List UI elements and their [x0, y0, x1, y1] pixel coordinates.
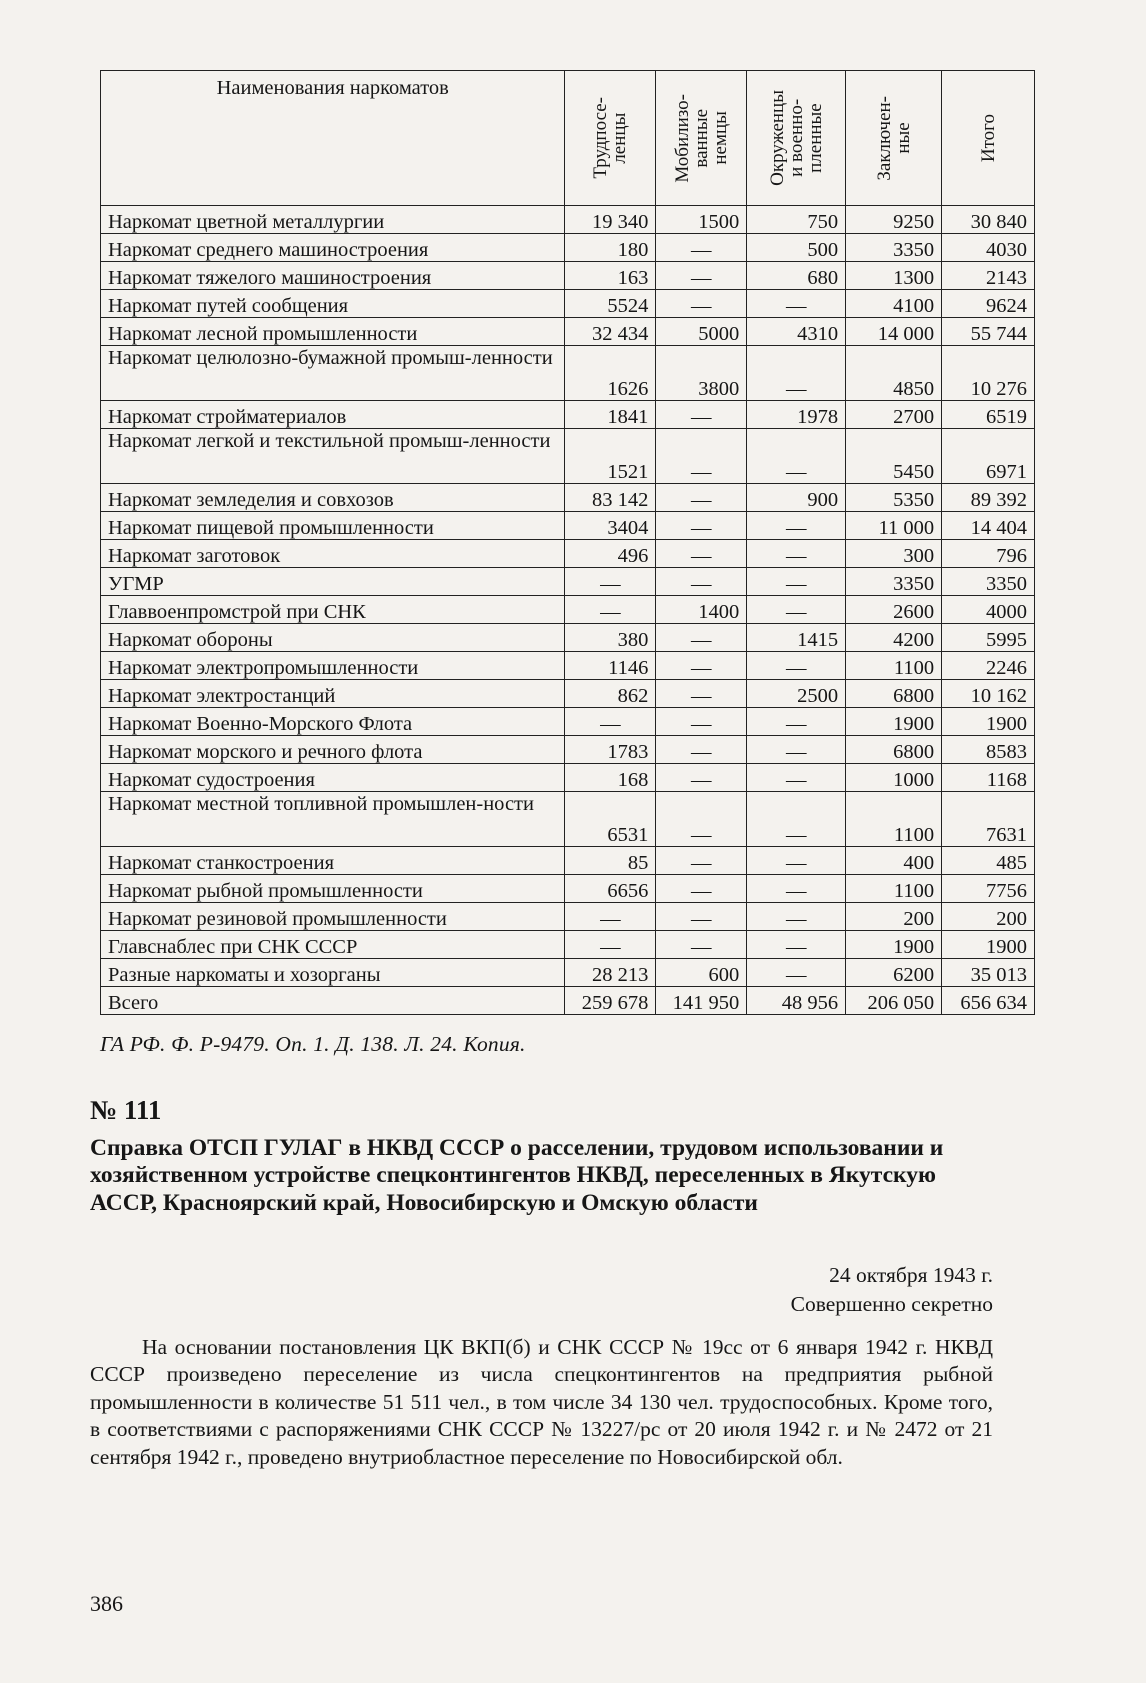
row-value: — — [656, 736, 747, 764]
row-name: Наркомат морского и речного флота — [101, 736, 565, 764]
row-value: 85 — [565, 847, 656, 875]
row-value: 1300 — [846, 262, 942, 290]
row-value: 141 950 — [656, 987, 747, 1015]
row-value: 3350 — [846, 234, 942, 262]
row-value: 28 213 — [565, 959, 656, 987]
row-value: — — [747, 764, 846, 792]
table-row — [101, 512, 1035, 540]
row-value: 796 — [942, 540, 1035, 568]
table-row — [101, 680, 1035, 708]
row-value: — — [747, 792, 846, 847]
row-name: Главвоенпромстрой при СНК — [101, 596, 565, 624]
row-value: 750 — [747, 206, 846, 234]
row-value: 3350 — [846, 568, 942, 596]
row-value: — — [656, 290, 747, 318]
row-name: Наркомат станкостроения — [101, 847, 565, 875]
row-value: — — [656, 764, 747, 792]
row-name: Главснаблес при СНК СССР — [101, 931, 565, 959]
row-value: — — [656, 847, 747, 875]
document-number: № 111 — [90, 1095, 162, 1125]
row-value: 7756 — [942, 875, 1035, 903]
row-value: 1415 — [747, 624, 846, 652]
row-value: 35 013 — [942, 959, 1035, 987]
row-value: 180 — [565, 234, 656, 262]
row-value: 163 — [565, 262, 656, 290]
row-value: 11 000 — [846, 512, 942, 540]
row-value: 8583 — [942, 736, 1035, 764]
row-value: 1900 — [942, 708, 1035, 736]
row-value: — — [656, 792, 747, 847]
row-value: — — [565, 568, 656, 596]
row-name: Разные наркоматы и хозорганы — [101, 959, 565, 987]
row-value: — — [747, 736, 846, 764]
row-value: 6971 — [942, 429, 1035, 484]
row-value: 10 162 — [942, 680, 1035, 708]
row-value: 259 678 — [565, 987, 656, 1015]
table-row — [101, 903, 1035, 931]
row-value: — — [656, 484, 747, 512]
row-value: 1841 — [565, 401, 656, 429]
row-value: 862 — [565, 680, 656, 708]
table-row — [101, 346, 1035, 401]
row-name: УГМР — [101, 568, 565, 596]
row-value: — — [747, 708, 846, 736]
header-total: Итого — [942, 71, 1035, 206]
header-labor-settlers: Трудпосе- ленцы — [565, 71, 656, 206]
row-value: 10 276 — [942, 346, 1035, 401]
row-value: 4200 — [846, 624, 942, 652]
row-value: 380 — [565, 624, 656, 652]
row-value: 1100 — [846, 652, 942, 680]
row-value: 3350 — [942, 568, 1035, 596]
row-name: Наркомат резиновой промышленности — [101, 903, 565, 931]
row-value: 30 840 — [942, 206, 1035, 234]
row-value: 1783 — [565, 736, 656, 764]
table-row — [101, 792, 1035, 847]
row-value: 1168 — [942, 764, 1035, 792]
row-value: 7631 — [942, 792, 1035, 847]
document-title: Справка ОТСП ГУЛАГ в НКВД СССР о расселении, трудовом использовании и хозяйственном устройстве спецконтингентов НКВД, переселенных в Якутскую АССР, Красноярский край, Новосибирскую и Омскую области — [90, 1135, 944, 1216]
table-row — [101, 484, 1035, 512]
row-name: Наркомат судостроения — [101, 764, 565, 792]
row-value: 300 — [846, 540, 942, 568]
row-value: 6200 — [846, 959, 942, 987]
row-value: — — [656, 931, 747, 959]
row-name: Наркомат обороны — [101, 624, 565, 652]
row-value: 19 340 — [565, 206, 656, 234]
row-value: 4850 — [846, 346, 942, 401]
row-value: 200 — [942, 903, 1035, 931]
row-value: — — [656, 429, 747, 484]
row-value: 2246 — [942, 652, 1035, 680]
table-row — [101, 429, 1035, 484]
row-value: 14 000 — [846, 318, 942, 346]
row-value: — — [747, 568, 846, 596]
table-row — [101, 540, 1035, 568]
document-date: 24 октября 1943 г. — [829, 1263, 993, 1287]
row-value: — — [747, 931, 846, 959]
row-value: — — [565, 596, 656, 624]
row-value: — — [565, 931, 656, 959]
row-value: — — [747, 652, 846, 680]
table-row — [101, 931, 1035, 959]
row-value: 400 — [846, 847, 942, 875]
table-row — [101, 847, 1035, 875]
row-name: Всего — [101, 987, 565, 1015]
row-value: 6531 — [565, 792, 656, 847]
row-value: 3404 — [565, 512, 656, 540]
row-value: 4000 — [942, 596, 1035, 624]
row-value: — — [747, 429, 846, 484]
row-name: Наркомат легкой и текстильной промыш-ленности — [101, 429, 565, 484]
row-value: 2500 — [747, 680, 846, 708]
row-value: — — [656, 652, 747, 680]
archive-source: ГА РФ. Ф. Р-9479. Оп. 1. Д. 138. Л. 24. Копия. — [100, 1032, 526, 1056]
row-value: 48 956 — [747, 987, 846, 1015]
table-row — [101, 234, 1035, 262]
row-value: 1978 — [747, 401, 846, 429]
row-value: 55 744 — [942, 318, 1035, 346]
row-value: 5350 — [846, 484, 942, 512]
row-value: — — [656, 512, 747, 540]
row-value: 1400 — [656, 596, 747, 624]
table-row — [101, 959, 1035, 987]
table-row — [101, 736, 1035, 764]
table-total-row — [101, 987, 1035, 1015]
table-row — [101, 290, 1035, 318]
row-value: — — [747, 512, 846, 540]
row-name: Наркомат среднего машиностроения — [101, 234, 565, 262]
row-value: — — [656, 903, 747, 931]
row-value: 6519 — [942, 401, 1035, 429]
row-value: 4310 — [747, 318, 846, 346]
table-row — [101, 652, 1035, 680]
row-name: Наркомат цветной металлургии — [101, 206, 565, 234]
row-value: 5000 — [656, 318, 747, 346]
table-row — [101, 262, 1035, 290]
row-value: 1521 — [565, 429, 656, 484]
row-value: 485 — [942, 847, 1035, 875]
row-value: 5524 — [565, 290, 656, 318]
row-name: Наркомат Военно-Морского Флота — [101, 708, 565, 736]
row-value: 1100 — [846, 792, 942, 847]
row-value: 4100 — [846, 290, 942, 318]
row-value: 1900 — [846, 931, 942, 959]
row-name: Наркомат заготовок — [101, 540, 565, 568]
row-value: 206 050 — [846, 987, 942, 1015]
row-value: 1900 — [942, 931, 1035, 959]
row-value: 9624 — [942, 290, 1035, 318]
row-value: 1000 — [846, 764, 942, 792]
row-value: 1500 — [656, 206, 747, 234]
row-value: 32 434 — [565, 318, 656, 346]
row-name: Наркомат тяжелого машиностроения — [101, 262, 565, 290]
row-value: 9250 — [846, 206, 942, 234]
page-number: 386 — [90, 1591, 123, 1616]
header-encircled-pows: Окруженцы и военно- пленные — [747, 71, 846, 206]
row-name: Наркомат стройматериалов — [101, 401, 565, 429]
row-value: 5450 — [846, 429, 942, 484]
row-value: — — [747, 903, 846, 931]
row-name: Наркомат электростанций — [101, 680, 565, 708]
row-value: 89 392 — [942, 484, 1035, 512]
table-row — [101, 624, 1035, 652]
row-value: — — [747, 847, 846, 875]
row-value: — — [747, 959, 846, 987]
row-value: 1146 — [565, 652, 656, 680]
row-name: Наркомат лесной промышленности — [101, 318, 565, 346]
row-value: 14 404 — [942, 512, 1035, 540]
table-row — [101, 318, 1035, 346]
row-value: — — [747, 540, 846, 568]
row-value: — — [656, 540, 747, 568]
row-value: 6800 — [846, 736, 942, 764]
row-name: Наркомат пищевой промышленности — [101, 512, 565, 540]
table-row — [101, 206, 1035, 234]
row-value: 5995 — [942, 624, 1035, 652]
row-value: — — [747, 346, 846, 401]
row-value: — — [747, 875, 846, 903]
row-name: Наркомат рыбной промышленности — [101, 875, 565, 903]
row-value: 1100 — [846, 875, 942, 903]
row-value: — — [656, 234, 747, 262]
row-name: Наркомат земледелия и совхозов — [101, 484, 565, 512]
table-row — [101, 568, 1035, 596]
row-value: — — [656, 262, 747, 290]
row-value: 900 — [747, 484, 846, 512]
row-value: 83 142 — [565, 484, 656, 512]
row-value: 1900 — [846, 708, 942, 736]
row-value: — — [656, 708, 747, 736]
table-row — [101, 875, 1035, 903]
row-value: — — [565, 903, 656, 931]
row-value: 6656 — [565, 875, 656, 903]
row-value: — — [656, 875, 747, 903]
row-name: Наркомат путей сообщения — [101, 290, 565, 318]
header-prisoners: Заключен- ные — [846, 71, 942, 206]
row-value: — — [656, 568, 747, 596]
row-value: 656 634 — [942, 987, 1035, 1015]
row-value: 496 — [565, 540, 656, 568]
row-value: 3800 — [656, 346, 747, 401]
row-name: Наркомат целюлозно-бумажной промыш-ленности — [101, 346, 565, 401]
row-value: 680 — [747, 262, 846, 290]
table-row — [101, 764, 1035, 792]
row-name: Наркомат электропромышленности — [101, 652, 565, 680]
row-value: 500 — [747, 234, 846, 262]
row-value: 6800 — [846, 680, 942, 708]
row-value: 2600 — [846, 596, 942, 624]
row-value: — — [565, 708, 656, 736]
row-value: 2700 — [846, 401, 942, 429]
table-header-row — [101, 71, 1035, 206]
row-value: — — [656, 680, 747, 708]
row-value: 1626 — [565, 346, 656, 401]
row-value: 600 — [656, 959, 747, 987]
row-value: — — [656, 624, 747, 652]
table-row — [101, 708, 1035, 736]
classification-label: Совершенно секретно — [790, 1292, 993, 1316]
row-value: — — [656, 401, 747, 429]
header-mobilized-germans: Мобилизо- ванные немцы — [656, 71, 747, 206]
row-value: 168 — [565, 764, 656, 792]
commissariat-table — [100, 70, 1035, 1015]
table-row — [101, 401, 1035, 429]
row-value: 2143 — [942, 262, 1035, 290]
row-value: 4030 — [942, 234, 1035, 262]
table-row — [101, 596, 1035, 624]
row-value: 200 — [846, 903, 942, 931]
row-value: — — [747, 290, 846, 318]
row-value: — — [747, 596, 846, 624]
row-name: Наркомат местной топливной промышлен-ности — [101, 792, 565, 847]
header-name: Наименования наркоматов — [101, 71, 565, 206]
document-body: На основании постановления ЦК ВКП(б) и СНК СССР № 19сс от 6 января 1942 г. НКВД СССР произведено переселение из числа спецконтингентов на предприятия рыбной промышленности в количестве 51 511 чел., в том числе 34 130 чел. трудоспособных. Кроме того, в соответствиями с распоряжениями СНК СССР № 13227/рс от 20 июля 1942 г. и № 2472 от 21 сентября 1942 г., проведено внутриобластное переселение по Новосибирской обл. — [90, 1335, 993, 1469]
